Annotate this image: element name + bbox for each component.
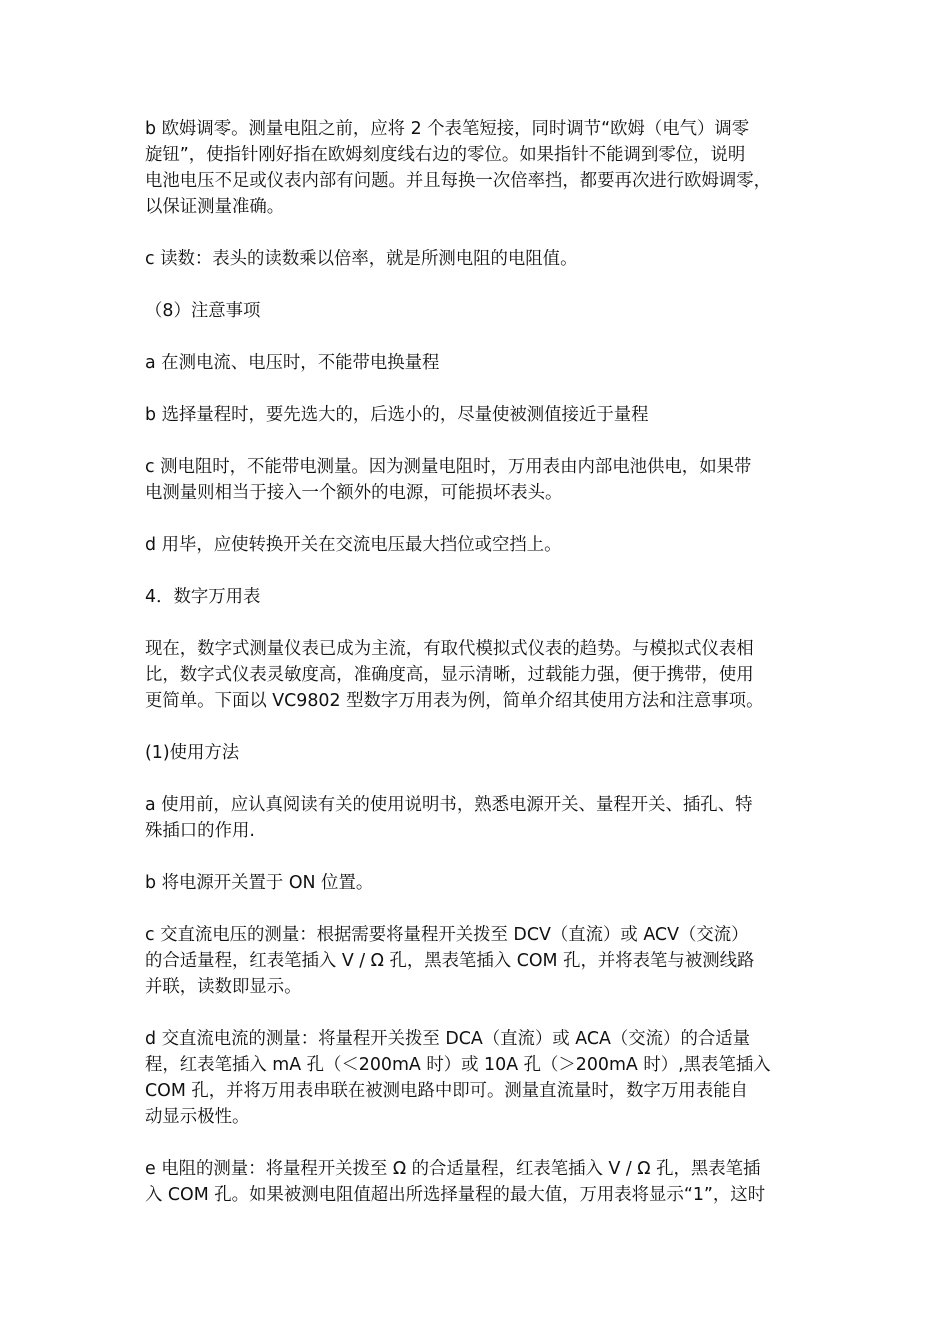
paragraph-usage-a: a 使用前，应认真阅读有关的使用说明书，熟悉电源开关、量程开关、插孔、特 殊插口的作用. <box>145 795 753 841</box>
paragraph-reading: c 读数：表头的读数乘以倍率，就是所测电阻的电阻值。 <box>145 249 578 269</box>
paragraph-precaution-a: a 在测电流、电压时，不能带电换量程 <box>145 353 440 373</box>
paragraph-usage-d: d 交直流电流的测量：将量程开关拨至 DCA（直流）或 ACA（交流）的合适量 程，红表笔插入 mA 孔（＜200mA 时）或 10A 孔（＞200mA 时）,黑表笔插入 COM 孔，并将万用表串联在被测电路中即可。测量直流量时，数字万用表能自 动显示极性。 <box>145 1029 771 1127</box>
paragraph-usage-e: e 电阻的测量：将量程开关拨至 Ω 的合适量程，红表笔插入 V / Ω 孔，黑表笔插 入 COM 孔。如果被测电阻值超出所选择量程的最大值，万用表将显示“1”，这时 <box>145 1159 766 1205</box>
paragraph-usage-c: c 交直流电压的测量：根据需要将量程开关拨至 DCV（直流）或 ACV（交流） 的合适量程，红表笔插入 V / Ω 孔，黑表笔插入 COM 孔，并将表笔与被测线路 并联，读数即显示。 <box>145 925 755 997</box>
heading-precautions: （8）注意事项 <box>145 301 261 321</box>
document-body <box>145 116 815 1234</box>
heading-usage: (1)使用方法 <box>145 743 240 763</box>
heading-digital-multimeter: 4．数字万用表 <box>145 587 261 607</box>
paragraph-usage-b: b 将电源开关置于 ON 位置。 <box>145 873 374 893</box>
paragraph-precaution-c: c 测电阻时，不能带电测量。因为测量电阻时，万用表由内部电池供电，如果带 电测量则相当于接入一个额外的电源，可能损坏表头。 <box>145 457 752 503</box>
paragraph-digital-intro: 现在，数字式测量仪表已成为主流，有取代模拟式仪表的趋势。与模拟式仪表相 比，数字式仪表灵敏度高，准确度高，显示清晰，过载能力强，便于携带，使用 更简单。下面以 VC9802 型数字万用表为例，简单介绍其使用方法和注意事项。 <box>145 639 764 711</box>
paragraph-precaution-b: b 选择量程时，要先选大的，后选小的，尽量使被测值接近于量程 <box>145 405 649 425</box>
paragraph-ohm-zero: b 欧姆调零。测量电阻之前，应将 2 个表笔短接，同时调节“欧姆（电气）调零 旋钮”，使指针刚好指在欧姆刻度线右边的零位。如果指针不能调到零位，说明 电池电压不足或仪表内部有问题。并且每换一次倍率挡，都要再次进行欧姆调零， 以保证测量准确。 <box>145 119 772 217</box>
paragraph-precaution-d: d 用毕，应使转换开关在交流电压最大挡位或空挡上。 <box>145 535 562 555</box>
